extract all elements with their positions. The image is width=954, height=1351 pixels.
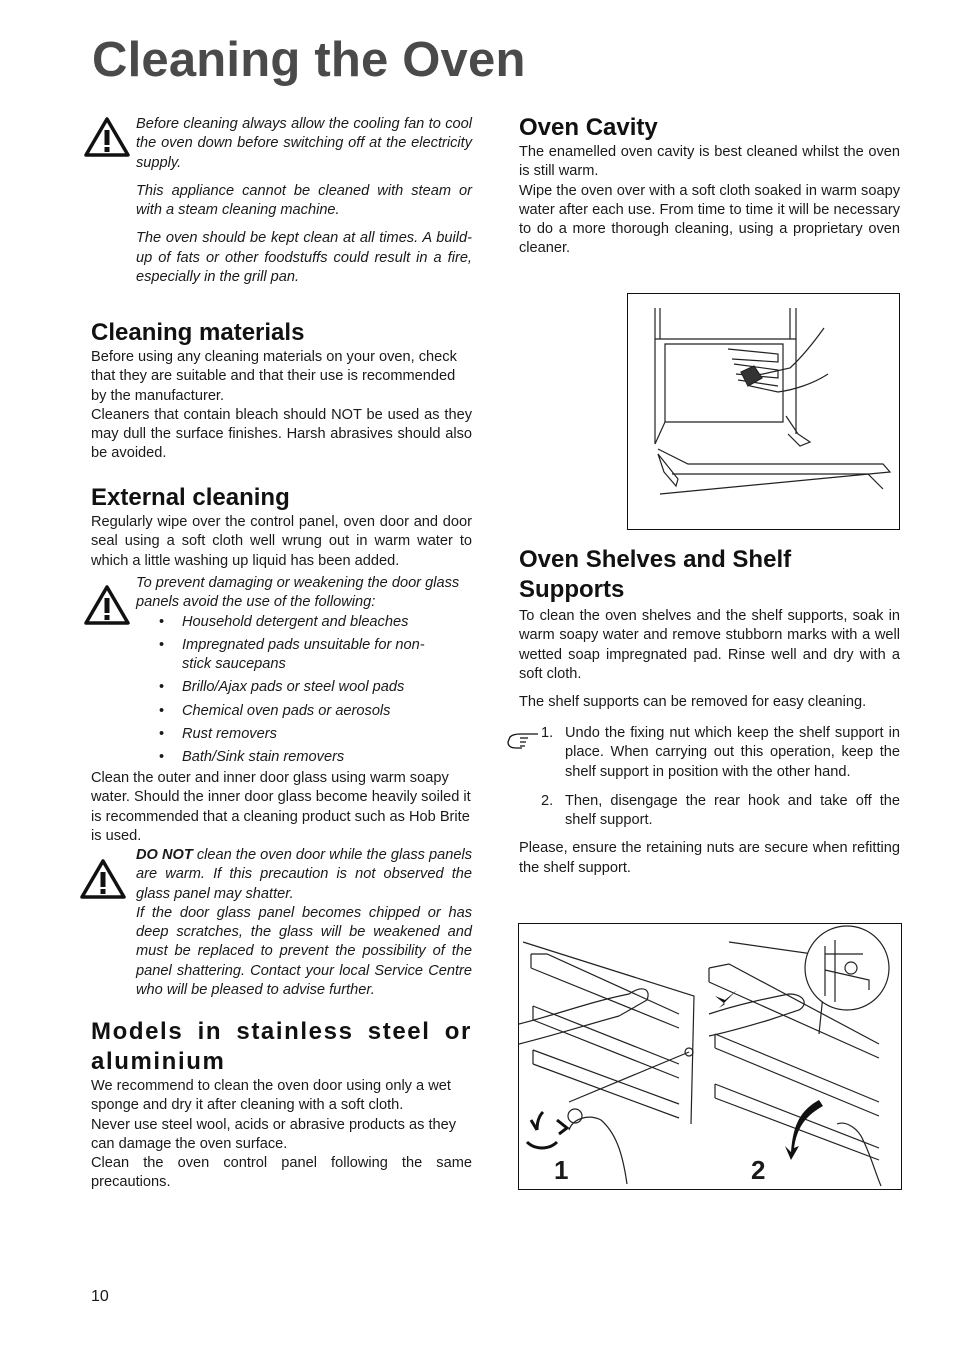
warning-triangle-icon — [84, 116, 130, 158]
section-heading: Oven Shelves and Shelf Supports — [519, 546, 792, 603]
paragraph: The shelf supports can be removed for easy cleaning. — [519, 694, 867, 711]
paragraph: Before using any cleaning materials on your oven, check that they are suitable and that their use is recommended by the manufacturer. — [91, 349, 457, 404]
paragraph: Clean the outer and inner door glass using warm soapy water. Should the inner door glass become heavily soiled it is recommended that a cleaning product such as Hob Brite is used. — [91, 770, 471, 844]
paragraph: Cleaners that contain bleach should NOT be used as they may dull the surface finishes. Harsh abrasives should also be avoided. — [91, 406, 472, 462]
paragraph: Never use steel wool, acids or abrasive products as they can damage the oven surface. — [91, 1116, 457, 1152]
paragraph: Clean the oven control panel following the same precautions. — [91, 1155, 472, 1191]
list-item: • Household detergent and bleaches — [136, 613, 436, 632]
do-not-label: DO NOT — [136, 847, 193, 863]
warning-triangle-icon — [84, 584, 130, 626]
oven-cavity-section — [519, 113, 900, 259]
oven-cavity-illustration — [627, 293, 900, 530]
avoid-list — [136, 613, 436, 768]
shelves-section — [519, 545, 900, 712]
step-number: 2. — [541, 792, 554, 809]
page-number: 10 — [91, 1288, 109, 1305]
paragraph: To clean the oven shelves and the shelf supports, soak in warm soapy water and remove stubborn marks with a well wetted soap impregnated pad. Rinse well and dry with a soft cloth. — [519, 608, 900, 682]
figure-label-2: 2 — [751, 1155, 766, 1185]
section-heading: Models in stainless steel or aluminium — [91, 1018, 472, 1075]
list-item: • Bath/Sink stain removers — [136, 748, 436, 767]
step-number: 1. — [541, 725, 554, 741]
list-item: • Impregnated pads unsuitable for non-stick saucepans — [136, 636, 436, 675]
list-item: • Rust removers — [136, 725, 436, 744]
step-item — [519, 724, 900, 782]
warning-text: If the door glass panel becomes chipped or has deep scratches, the glass will be weakened and must be replaced to prevent the possibility of the panel shattering. Contact your local Service Centre who will be pleased to advise further. — [136, 904, 472, 999]
warning-text: To prevent damaging or weakening the door glass panels avoid the use of the following: — [136, 575, 460, 611]
warning-text — [136, 846, 472, 904]
page-title: Cleaning the Oven — [92, 33, 526, 87]
section-heading: Cleaning materials — [91, 319, 305, 346]
stainless-section — [91, 1017, 472, 1193]
cleaning-materials-section — [91, 318, 472, 464]
removal-steps — [519, 724, 900, 878]
figure-label-1: 1 — [554, 1155, 569, 1185]
step-text: Undo the fixing nut which keep the shelf support in place. When carrying out this operation, keep the shelf support in position with the other hand. — [565, 725, 900, 780]
intro-warnings — [136, 115, 472, 287]
steps-list — [519, 724, 900, 830]
step-text: Then, disengage the rear hook and take off the shelf support. — [565, 792, 900, 829]
warning-triangle-icon — [80, 858, 126, 900]
paragraph: Regularly wipe over the control panel, oven door and door seal using a soft cloth well wrung out in warm water to which a little washing up liquid has been added. — [91, 514, 472, 569]
paragraph: The enamelled oven cavity is best cleaned whilst the oven is still warm. — [519, 144, 900, 180]
section-heading: Oven Cavity — [519, 114, 658, 141]
warning-text: This appliance cannot be cleaned with steam or with a steam cleaning machine. — [136, 182, 472, 219]
list-item: • Brillo/Ajax pads or steel wool pads — [136, 678, 436, 697]
warning-text: Before cleaning always allow the cooling fan to cool the oven down before switching off at the electricity supply. — [136, 116, 472, 171]
step-item — [519, 792, 900, 831]
external-cleaning-section — [91, 483, 472, 571]
warning-text: The oven should be kept clean at all times. A build-up of fats or other foodstuffs could result in a fire, especially in the grill pan. — [136, 230, 472, 286]
warning-text: clean the oven door while the glass panels are warm. If this precaution is not observed the glass panel may shatter. — [136, 847, 472, 902]
glass-warning — [136, 574, 474, 772]
shelf-support-drawing — [519, 924, 901, 1189]
list-item: • Chemical oven pads or aerosols — [136, 702, 436, 721]
door-warning — [136, 846, 472, 1000]
oven-cleaning-drawing — [628, 294, 899, 529]
paragraph: Please, ensure the retaining nuts are secure when refitting the shelf support. — [519, 840, 900, 876]
paragraph: We recommend to clean the oven door using only a wet sponge and dry it after cleaning with a soft cloth. — [91, 1078, 451, 1114]
paragraph: Wipe the oven over with a soft cloth soaked in warm soapy water after each use. From time to time it will be necessary to do a more thorough cleaning, using a proprietary oven cleaner. — [519, 182, 900, 257]
door-glass-paragraph — [91, 769, 472, 846]
shelf-support-illustration — [518, 923, 902, 1190]
section-heading: External cleaning — [91, 484, 290, 511]
